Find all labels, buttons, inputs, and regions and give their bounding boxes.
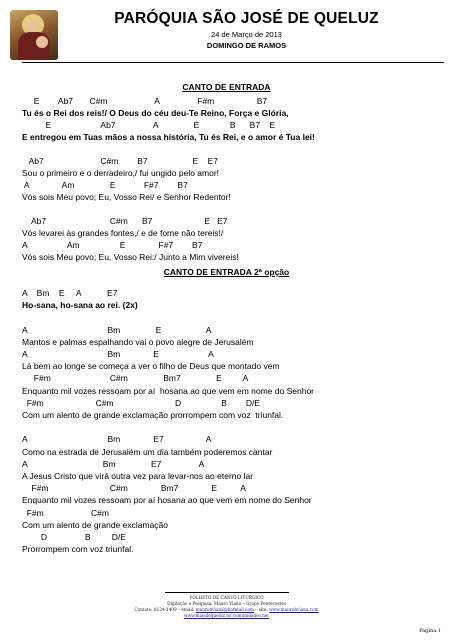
section-title-entrada: CANTO DE ENTRADA xyxy=(182,82,271,92)
email-link[interactable]: maurobviana@hotmail.com xyxy=(195,607,254,612)
lyric-line: F#m C#m Bm7 E A xyxy=(22,483,246,494)
footer-divider xyxy=(165,592,289,593)
header-divider xyxy=(22,62,444,63)
lyric-line: A Am E F#7 B7 xyxy=(22,180,188,190)
footer-community-link-row xyxy=(0,613,453,618)
lyric-line: A Jesus Cristo que virá outra vez para levar-nos ao eterno lar xyxy=(22,471,254,481)
lyric-line: Ho-sana, ho-sana ao rei. (2x) xyxy=(22,300,138,311)
lyric-line: Ab7 C#m B7 E E7 xyxy=(22,156,219,166)
footer-title: FOLHETO DE CANTO LITÚRGICO xyxy=(189,595,264,600)
lyric-line: Ab7 C#m B7 E E7 xyxy=(22,216,228,226)
lyric-line: A Bm E A xyxy=(22,324,212,335)
lyric-line: Prorrompem com voz triunfal. xyxy=(22,544,134,555)
page-number: Página 1 xyxy=(419,628,441,634)
footer-credits: Digitação e Pesquisa: Mauro Viana – Grupo Pentecostes xyxy=(167,601,286,606)
lyric-line: Vós sois Meu povo; Eu, Vosso Rei:/ Junto a Mim vivereis! xyxy=(22,252,239,262)
lyric-line: Vós sois Meu povo; Eu, Vosso Rei/ e Senhor Redentor! xyxy=(22,192,231,202)
lyric-line: Com um alento de grande exclamação xyxy=(22,519,168,530)
lyric-line: E Ab7 A E B B7 E xyxy=(22,120,276,130)
lyric-line: Com um alento de grande exclamação prorrompem com voz triunfal. xyxy=(22,410,284,420)
lyric-line: A Bm E7 A xyxy=(22,458,205,469)
site-link[interactable]: www.maurobviana.com xyxy=(269,607,319,612)
lyric-line: Lá bem ao longe se começa a ver o filho de Deus que montado vem xyxy=(22,361,280,372)
lyric-line: D B D/E xyxy=(22,532,126,542)
page-title: PARÓQUIA SÃO JOSÉ DE QUELUZ xyxy=(114,10,379,27)
lyric-line: F#m C#m xyxy=(22,507,109,518)
lyric-line: Como na estrada de Jerusalém um dia também poderemos cantar xyxy=(22,446,273,457)
footer-contact: Contato: 8124-1409 – email: maurobviana@hotmail.com – site: www.maurobviana.com xyxy=(134,607,319,612)
community-link[interactable]: www.maisdoqueluz.no.comunidades.net xyxy=(184,613,269,618)
lyric-line: Mantos e palmas espalhando vai o povo alegre de Jerusalém xyxy=(22,336,254,347)
lyric-line: E Ab7 C#m A F#m B7 xyxy=(22,96,268,106)
section-title-entrada-2: CANTO DE ENTRADA 2ª opção xyxy=(163,267,290,277)
lyric-line: Tu és o Rei dos reis!/ O Deus do céu deu-Te Reino, Força e Glória, xyxy=(22,108,289,118)
lyric-line: A Bm E7 A xyxy=(22,434,212,445)
lyric-line: Enquanto mil vozes ressoam por aí hosana ao que vem em nome do Senhor xyxy=(22,385,315,396)
header-subtitle: DOMINGO DE RAMOS xyxy=(206,41,287,50)
lyric-line: F#m C#m D B D/E xyxy=(22,397,261,408)
lyric-line: Sou o primeiro e o derradeiro,/ fui ungido pelo amor! xyxy=(22,168,220,178)
lyric-line: Vós levarei às grandes fontes,/ e de fome não tereis!/ xyxy=(22,228,224,238)
lyric-line: F#m C#m Bm7 E A xyxy=(22,373,249,384)
lyric-line: E entregou em Tuas mãos a nossa história, Tu és Rei, e o amor é Tua lei! xyxy=(22,132,315,142)
lyric-line: A Am E F#7 B7 xyxy=(22,240,203,250)
header-date: 24 de Março de 2013 xyxy=(211,30,282,39)
lyric-line: Enquanto mil vozes ressoam por aí hosana ao que vem em nome do Senhor xyxy=(22,495,312,506)
lyric-line: A Bm E A xyxy=(22,349,214,359)
lyric-line: A Bm E A E7 xyxy=(22,288,118,298)
